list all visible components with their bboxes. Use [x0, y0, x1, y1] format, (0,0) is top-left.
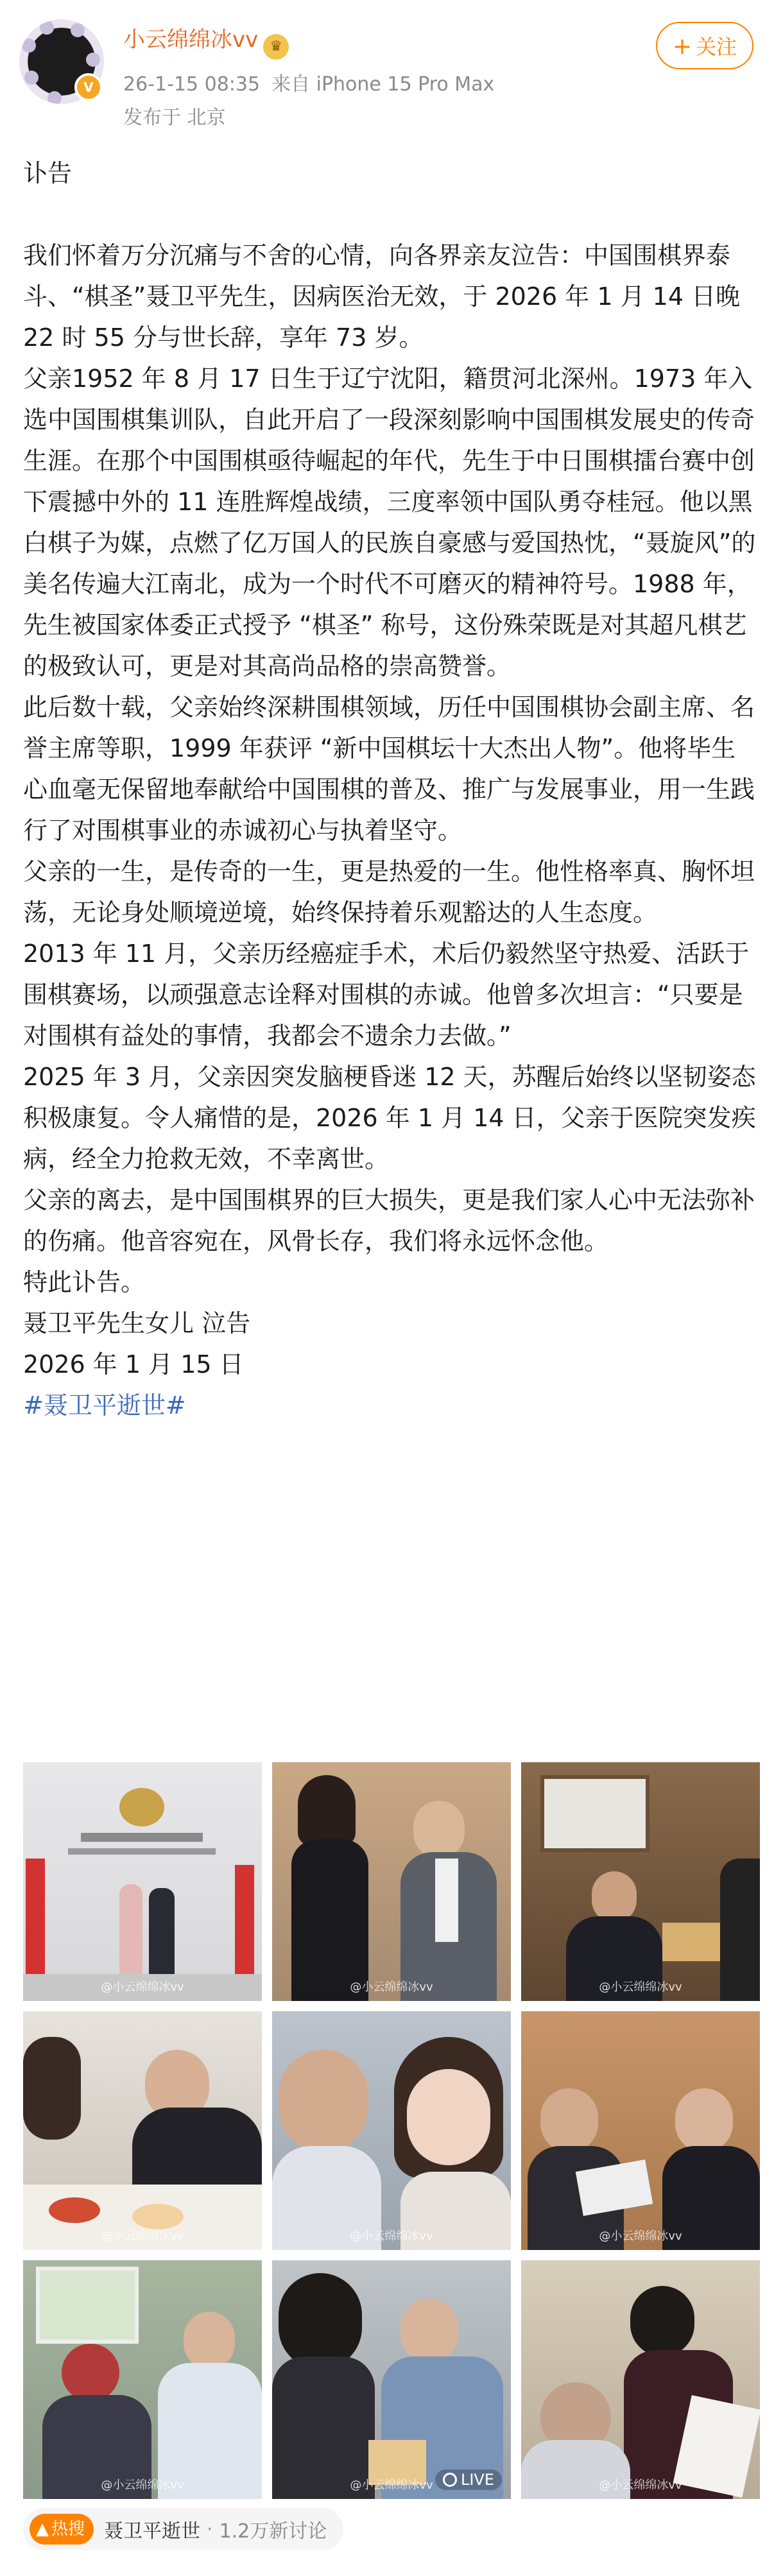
post-paragraph: 2025 年 3 月，父亲因突发脑梗昏迷 12 天，苏醒后始终以坚韧姿态积极康复。令人痛惜的是，2026 年 1 月 14 日，父亲于医院突发疾病，经全力抢救无效，不幸离世。: [23, 1063, 756, 1173]
photo-watermark: @小云绵绵冰vv: [599, 1980, 682, 1994]
photo-watermark: @小云绵绵冰vv: [599, 2229, 682, 2243]
photo-watermark: @小云绵绵冰vv: [599, 2478, 682, 2492]
post-paragraph: 此后数十载，父亲始终深耕围棋领域，历任中国围棋协会副主席、名誉主席等职，1999 年获评 “新中国棋坛十大杰出人物”。他将毕生心血毫无保留地奉献给中国围棋的普及、推广与发展事业，用一生践行了对围棋事业的赤诚初心与执着坚守。: [23, 693, 755, 845]
photo-watermark: @小云绵绵冰vv: [101, 1980, 184, 1994]
follow-button[interactable]: [656, 22, 753, 69]
hot-topic-bar[interactable]: [23, 2508, 343, 2550]
photo-2[interactable]: [272, 1762, 511, 2001]
post-paragraph: 父亲的一生，是传奇的一生，更是热爱的一生。他性格率真、胸怀坦荡，无论身处顺境逆境，始终保持着乐观豁达的人生态度。: [23, 857, 755, 927]
crown-emoji-icon: ♛: [263, 34, 289, 60]
topic-discussion-count: 1.2万新讨论: [219, 2520, 327, 2543]
username[interactable]: [123, 26, 289, 60]
photo-watermark: @小云绵绵冰vv: [101, 2478, 184, 2492]
post-paragraph: 父亲的离去，是中国围棋界的巨大损失，更是我们家人心中无法弥补的伤痛。他音容宛在，风骨长存，我们将永远怀念他。: [23, 1186, 755, 1255]
post-date: 2026 年 1 月 15 日: [23, 1350, 244, 1378]
photo-9[interactable]: [521, 2260, 760, 2499]
avatar[interactable]: [19, 19, 104, 104]
hot-badge-label: 热搜: [51, 2520, 85, 2539]
photo-7[interactable]: [23, 2260, 262, 2499]
photo-watermark: @小云绵绵冰vv: [350, 2229, 433, 2243]
photo-4[interactable]: [23, 2011, 262, 2250]
photo-watermark: @小云绵绵冰vv: [101, 2229, 184, 2243]
hot-search-badge: [30, 2514, 94, 2545]
live-label: LIVE: [460, 2471, 494, 2489]
photo-8[interactable]: [272, 2260, 511, 2499]
post-meta: [123, 73, 494, 96]
post-location: 发布于 北京: [123, 107, 226, 129]
post-paragraph: 特此讣告。: [23, 1268, 146, 1296]
topic-name: 聂卫平逝世: [104, 2520, 201, 2543]
flame-icon: ▲: [36, 2520, 49, 2539]
post-timestamp: 26-1-15 08:35: [123, 73, 261, 96]
post-paragraph: 我们怀着万分沉痛与不舍的心情，向各界亲友泣告：中国围棋界泰斗、“棋圣”聂卫平先生，因病医治无效，于 2026 年 1 月 14 日晚 22 时 55 分与世长辞，享年 73 岁。: [23, 241, 741, 352]
post-header: [0, 0, 783, 148]
post-body: [23, 153, 760, 1426]
hashtag-link[interactable]: #聂卫平逝世#: [23, 1391, 186, 1420]
follow-label: 关注: [696, 35, 737, 59]
post-signature: 聂卫平先生女儿 泣告: [23, 1309, 251, 1337]
photo-6[interactable]: [521, 2011, 760, 2250]
plus-icon: +: [672, 33, 693, 60]
live-icon: [443, 2473, 457, 2487]
post-paragraph: 2013 年 11 月，父亲历经癌症手术，术后仍毅然坚守热爱、活跃于围棋赛场，以顽强意志诠释对围棋的赤诚。他曾多次坦言：“只要是对围棋有益处的事情，我都会不遗余力去做。”: [23, 940, 750, 1050]
photo-watermark: @小云绵绵冰vv: [350, 1980, 433, 1994]
photo-1[interactable]: [23, 1762, 262, 2001]
post-device: 来自 iPhone 15 Pro Max: [271, 73, 495, 96]
photo-watermark: @小云绵绵冰vv: [350, 2478, 433, 2492]
photo-3[interactable]: [521, 1762, 760, 2001]
verified-badge-icon: V: [74, 73, 103, 101]
live-photo-badge: [435, 2469, 502, 2490]
topic-separator: ·: [207, 2518, 213, 2541]
post-title: 讣告: [23, 159, 73, 187]
post-paragraph: 父亲1952 年 8 月 17 日生于辽宁沈阳，籍贯河北深州。1973 年入选中国围棋集训队，自此开启了一段深刻影响中国围棋发展史的传奇生涯。在那个中国围棋亟待崛起的年代，先生于中日围棋擂台赛中创下震撼中外的 11 连胜辉煌战绩，三度率领中国队勇夺桂冠。他以黑白棋子为媒，点燃了亿万国人的民族自豪感与爱国热忱，“聂旋风”的美名传遍大江南北，成为一个时代不可磨灭的精神符号。1988 年，先生被国家体委正式授予 “棋圣” 称号，这份殊荣既是对其超凡棋艺的极致认可，更是对其高尚品格的崇高赞誉。: [23, 365, 756, 680]
photo-5[interactable]: [272, 2011, 511, 2250]
username-text: 小云绵绵冰vv: [123, 27, 259, 53]
